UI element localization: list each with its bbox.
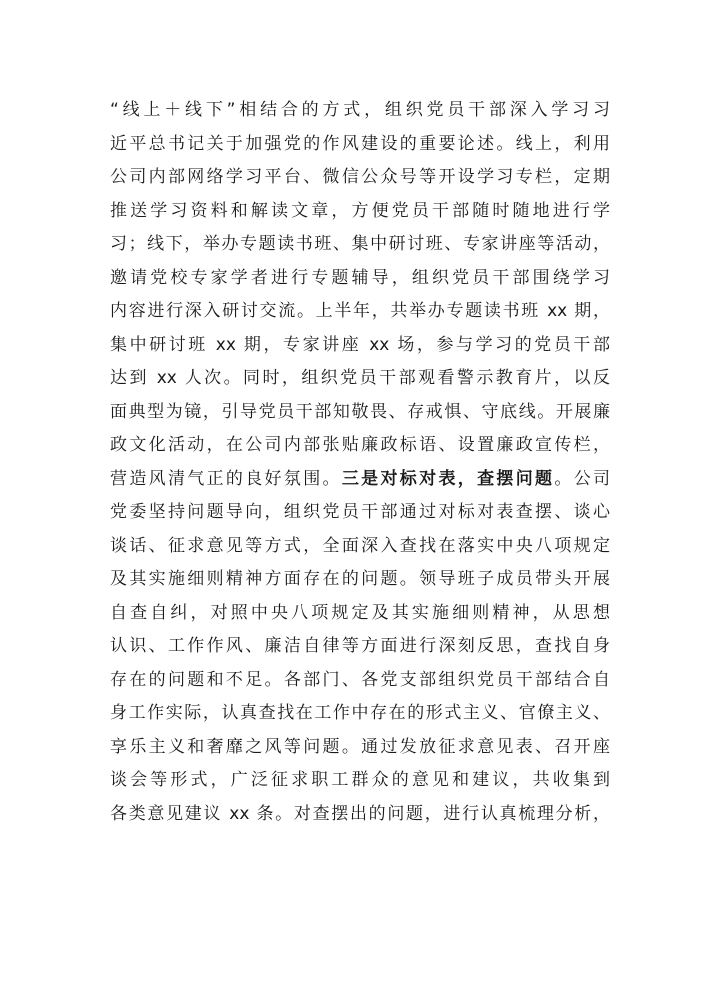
text-line [110, 329, 610, 363]
text-run: 谈话、征求意见等方式，全面深入查找在落实中央八项规定 [110, 535, 610, 556]
text-run: 达到 xx 人次。同时，组织党员干部观看警示教育片，以反 [110, 368, 610, 388]
text-line [110, 396, 610, 430]
text-run: 及其实施细则精神方面存在的问题。领导班子成员带头开展 [110, 569, 610, 589]
text-line [110, 195, 610, 229]
text-line [110, 630, 610, 664]
text-line [110, 362, 610, 396]
text-run: 身工作实际，认真查找在工作中存在的形式主义、官僚主义、 [110, 703, 610, 723]
text-run: 习；线下，举办专题读书班、集中研讨班、专家讲座等活动， [110, 234, 610, 254]
text-line [110, 563, 610, 597]
text-run: 各类意见建议 xx 条。对查摆出的问题，进行认真梳理分析， [110, 803, 610, 824]
text-line [110, 597, 610, 631]
text-run: 。公司 [554, 468, 610, 489]
text-line [110, 764, 610, 798]
text-run: 政文化活动，在公司内部张贴廉政标语、设置廉政宣传栏， [110, 435, 610, 455]
text-line [110, 94, 610, 128]
text-run: 谈会等形式，广泛征求职工群众的意见和建议，共收集到 [110, 770, 610, 790]
bold-heading-run: 三是对标对表，查摆问题 [341, 468, 555, 489]
text-line [110, 530, 610, 564]
text-run: “线上＋线下”相结合的方式，组织党员干部深入学习习 [110, 100, 610, 120]
text-line [110, 496, 610, 530]
text-line [110, 463, 610, 497]
text-line [110, 731, 610, 765]
text-run: 集中研讨班 xx 期，专家讲座 xx 场，参与学习的党员干部 [110, 334, 610, 355]
text-run: 享乐主义和奢靡之风等问题。通过发放征求意见表、召开座 [110, 736, 610, 757]
text-line [110, 228, 610, 262]
text-run: 推送学习资料和解读文章，方便党员干部随时随地进行学 [110, 200, 610, 221]
text-run: 内容进行深入研讨交流。上半年，共举办专题读书班 xx 期， [110, 301, 610, 321]
text-line [110, 161, 610, 195]
text-line [110, 429, 610, 463]
text-line [110, 295, 610, 329]
text-line [110, 128, 610, 162]
text-line [110, 262, 610, 296]
text-run: 公司内部网络学习平台、微信公众号等开设学习专栏，定期 [110, 167, 610, 187]
text-run: 面典型为镜，引导党员干部知敬畏、存戒惧、守底线。开展廉 [110, 401, 610, 422]
text-run: 自查自纠，对照中央八项规定及其实施细则精神，从思想 [110, 602, 610, 623]
text-line [110, 697, 610, 731]
text-run: 认识、工作作风、廉洁自律等方面进行深刻反思，查找自身 [110, 636, 610, 656]
body-paragraph [110, 94, 610, 831]
text-run: 党委坚持问题导向，组织党员干部通过对标对表查摆、谈心 [110, 502, 610, 522]
text-run: 邀请党校专家学者进行专题辅导，组织党员干部围绕学习 [110, 267, 610, 288]
text-run: 近平总书记关于加强党的作风建设的重要论述。线上，利用 [110, 133, 610, 154]
text-line [110, 798, 610, 832]
text-line [110, 664, 610, 698]
text-run: 存在的问题和不足。各部门、各党支部组织党员干部结合自 [110, 669, 610, 690]
text-run: 营造风清气正的良好氛围。 [110, 468, 342, 489]
